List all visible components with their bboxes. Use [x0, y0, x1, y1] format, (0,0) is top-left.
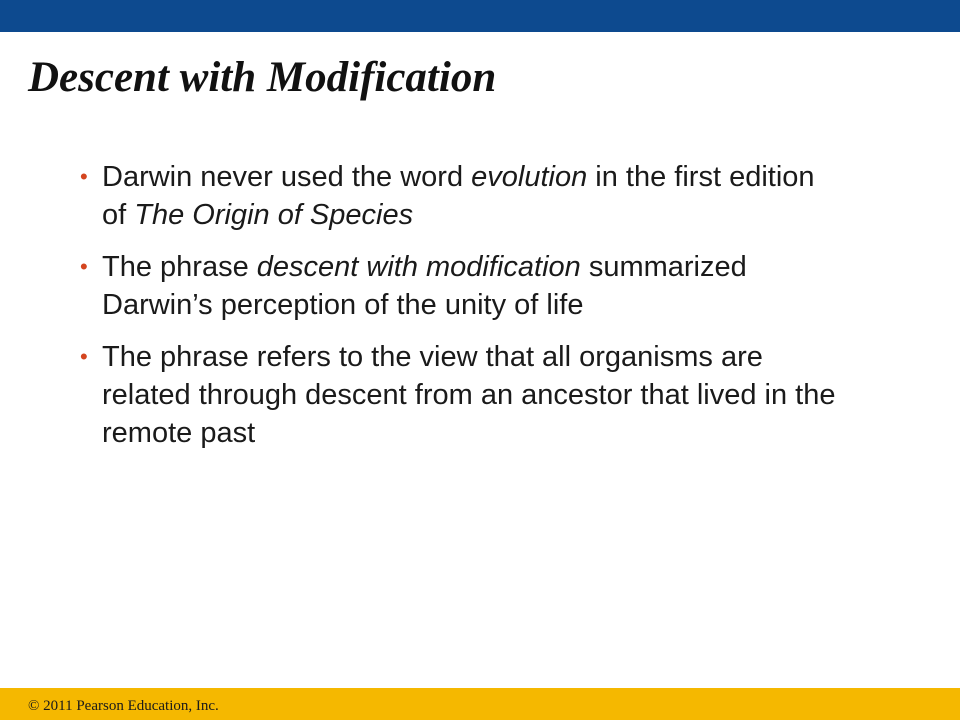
bullet-text: [102, 248, 842, 324]
slide-title: Descent with Modification: [28, 54, 497, 101]
bullet-marker-icon: •: [80, 344, 88, 369]
bullet-text-italic-segment: descent with modification: [256, 251, 581, 283]
bullet-text-segment: summarized Darwin’s perception of the unity of life: [102, 251, 747, 321]
top-header-bar: [0, 0, 960, 32]
copyright-notice: © 2011 Pearson Education, Inc.: [28, 698, 219, 714]
bullet-marker-icon: •: [80, 254, 88, 279]
bullet-text-segment: Darwin never used the word: [102, 161, 472, 193]
bullet-item: [0, 158, 960, 234]
bullet-item: [0, 338, 960, 452]
bullet-text-italic-segment: The Origin of Species: [134, 199, 414, 231]
bullet-text-segment: in the first edition of: [102, 161, 815, 231]
bullet-text: [102, 158, 842, 234]
bullet-text-segment: The phrase: [102, 251, 257, 283]
bullet-text: [102, 338, 842, 452]
bullet-text-italic-segment: evolution: [471, 161, 588, 193]
bullet-list: [0, 158, 960, 466]
bullet-marker-icon: •: [80, 164, 88, 189]
bullet-text-segment: The phrase refers to the view that all organisms are related through descent from an ancestor that lived in the remote past: [102, 341, 836, 449]
bullet-item: [0, 248, 960, 324]
